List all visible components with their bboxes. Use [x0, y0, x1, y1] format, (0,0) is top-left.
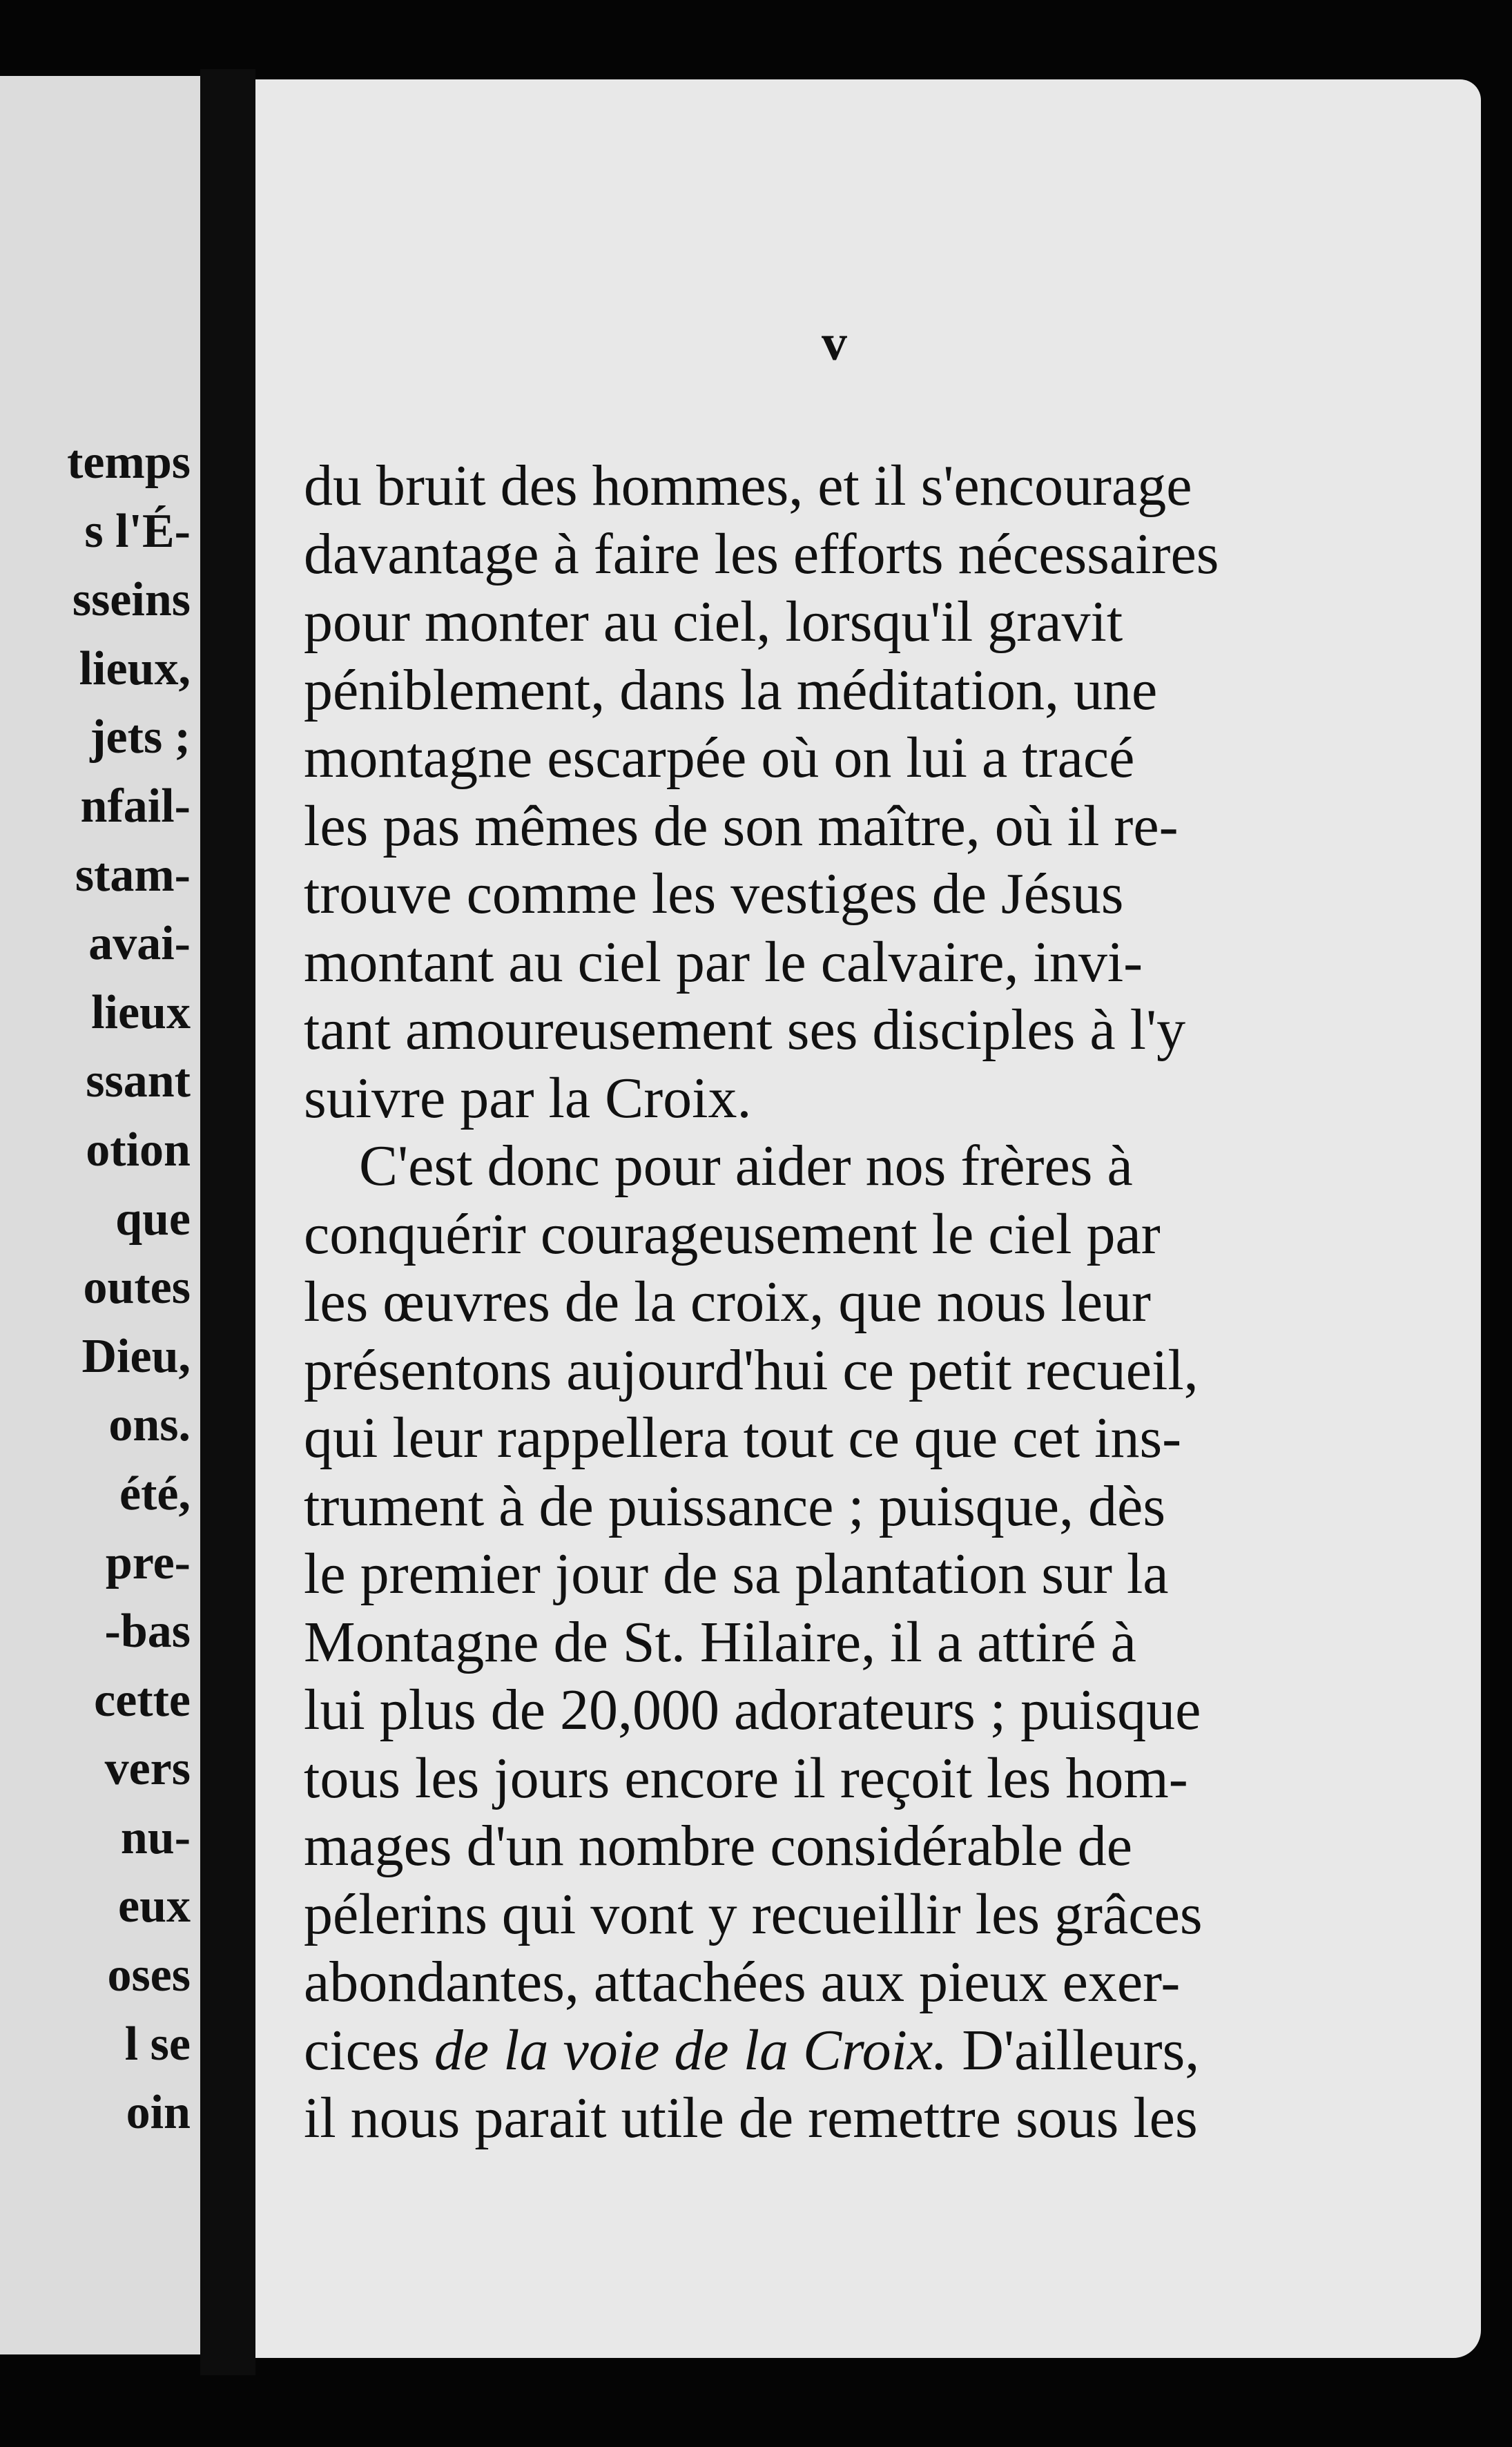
text-line: tant amoureusement ses disciples à l'y — [304, 998, 1186, 1062]
left-fragment: nfail- — [80, 779, 191, 833]
text-line: suivre par la Croix. — [304, 1065, 752, 1130]
left-fragment: oin — [126, 2086, 191, 2140]
left-fragment: sseins — [72, 573, 191, 627]
left-fragment: avai- — [88, 917, 191, 971]
text-line: montagne escarpée où on lui a tracé — [304, 726, 1135, 790]
left-fragment: stam- — [75, 848, 191, 902]
left-fragment: otion — [86, 1123, 191, 1177]
text-line: mages d'un nombre considérable de — [304, 1814, 1133, 1878]
left-fragment: cette — [94, 1673, 191, 1727]
text-line: les œuvres de la croix, que nous leur — [304, 1270, 1151, 1334]
text-line: C'est donc pour aider nos frères à — [359, 1134, 1133, 1198]
left-page — [0, 76, 200, 2354]
text-line: lui plus de 20,000 adorateurs ; puisque — [304, 1678, 1201, 1742]
text-line: trouve comme les vestiges de Jésus — [304, 862, 1124, 926]
body-text — [304, 452, 1339, 2153]
left-page-text-fragments — [0, 428, 191, 2147]
text-line: pélerins qui vont y recueillir les grâces — [304, 1882, 1203, 1946]
italic-title: de la voie de la Croix. — [434, 2018, 948, 2082]
left-fragment: outes — [83, 1261, 191, 1315]
page-number: v — [822, 315, 847, 371]
text-line: Montagne de St. Hilaire, il a attiré à — [304, 1609, 1136, 1674]
text-line-prefix: cices — [304, 2018, 434, 2082]
text-line: péniblement, dans la méditation, une — [304, 657, 1158, 722]
left-fragment: oses — [107, 1948, 191, 2002]
text-line-with-italic — [304, 2017, 1339, 2085]
right-page — [255, 79, 1481, 2358]
left-fragment: lieux, — [79, 641, 191, 695]
text-line: montant au ciel par le calvaire, invi- — [304, 929, 1143, 994]
book-gutter — [200, 69, 255, 2375]
text-line: qui leur rappellera tout ce que cet ins- — [304, 1406, 1182, 1470]
left-fragment: temps — [67, 436, 191, 489]
left-fragment: ons. — [108, 1398, 191, 1452]
left-fragment: lieux — [91, 985, 191, 1039]
text-line: présentons aujourd'hui ce petit recueil, — [304, 1337, 1199, 1402]
text-line-suffix: D'ailleurs, — [947, 2018, 1200, 2082]
text-line: du bruit des hommes, et il s'encourage — [304, 454, 1192, 518]
left-fragment: vers — [104, 1742, 191, 1796]
text-line: davantage à faire les efforts nécessaires — [304, 521, 1219, 586]
left-fragment: nu- — [120, 1810, 191, 1864]
left-fragment: -bas — [104, 1605, 191, 1658]
left-fragment: été, — [119, 1467, 191, 1520]
left-fragment: jets ; — [90, 710, 191, 764]
text-line: pour monter au ciel, lorsqu'il gravit — [304, 590, 1123, 654]
text-line: les pas mêmes de son maître, où il re- — [304, 793, 1179, 858]
left-fragment: l se — [124, 2017, 191, 2071]
text-line: trument à de puissance ; puisque, dès — [304, 1473, 1166, 1538]
left-fragment: eux — [118, 1879, 191, 1933]
left-fragment: ssant — [86, 1054, 191, 1108]
text-line: le premier jour de sa plantation sur la — [304, 1542, 1169, 1606]
left-fragment: s l'É- — [84, 504, 191, 558]
text-line: conquérir courageusement le ciel par — [304, 1201, 1161, 1266]
text-line: tous les jours encore il reçoit les hom- — [304, 1745, 1188, 1810]
left-fragment: que — [115, 1192, 191, 1246]
text-line: il nous parait utile de remettre sous les — [304, 2086, 1198, 2150]
text-line: abondantes, attachées aux pieux exer- — [304, 1950, 1181, 2014]
left-fragment: Dieu, — [81, 1329, 191, 1383]
left-fragment: pre- — [105, 1536, 191, 1589]
